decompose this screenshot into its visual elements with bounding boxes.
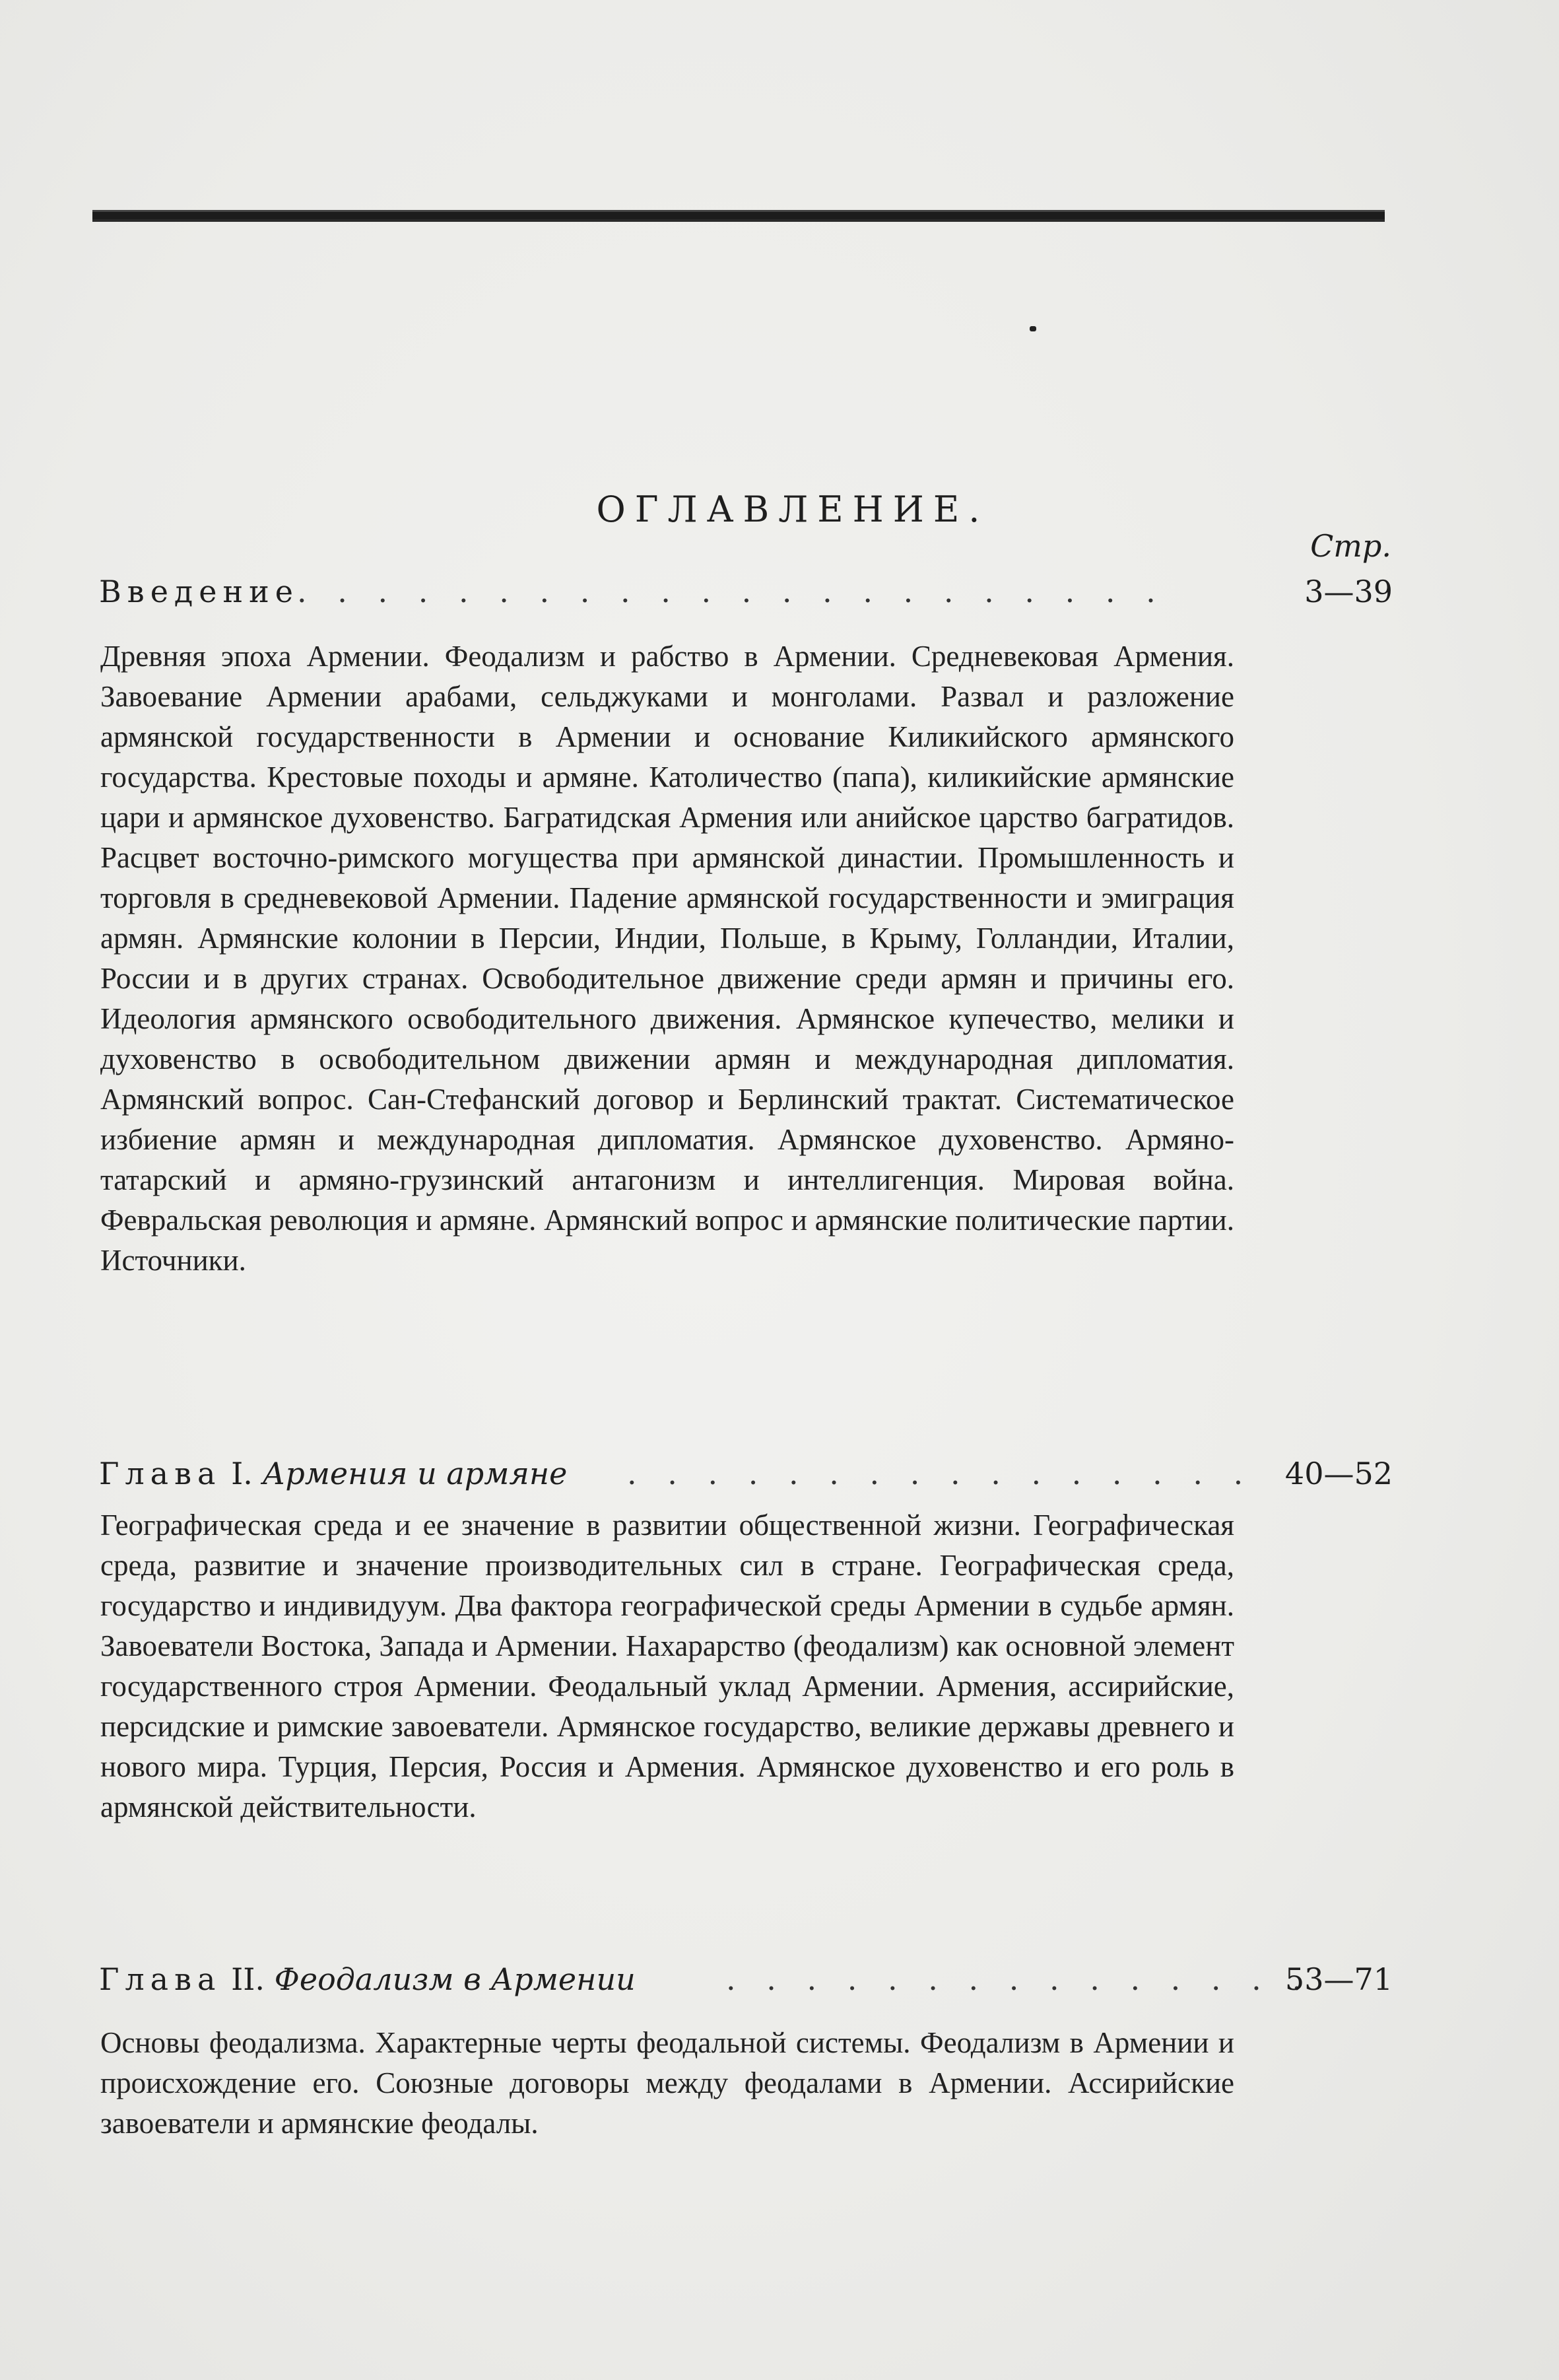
toc-entry-name: Армения и армяне bbox=[262, 1456, 568, 1491]
toc-entry-name: Феодализм в Армении bbox=[274, 1961, 636, 1997]
toc-leader-dots: . . . . . . . . . . . . . . . . . . . . . . bbox=[297, 574, 1166, 609]
toc-entry-introduction bbox=[99, 572, 1393, 611]
toc-entry-description: Древняя эпоха Армении. Феодализм и рабство в Армении. Средневековая Армения. Завоевание Армении арабами, сельджуками и монголами. Развал и разложение армянской государственности в Армении и основание Киликийского армянского государства. Крестовые походы и армяне. Католичество (папа), киликийские армянские цари и армянское духовенство. Багратидская Армения или анийское царство багратидов. Расцвет восточно-римского могущества при армянской династии. Промышленность и торговля в средневековой Армении. Падение армянской государственности и эмиграция армян. Армянские колонии в Персии, Индии, Польше, в Крыму, Голландии, Италии, России и в других странах. Освободительное движение среди армян и причины его. Идеология армянского освободительного движения. Армянское купечество, мелики и духовенство в освободительном движении армян и международная дипломатия. Армянский вопрос. Сан-Стефанский договор и Берлинский трактат. Систематическое избиение армян и международная дипломатия. Армянское духовенство. Армяно-татарский и армяно-грузинский антагонизм и интеллигенция. Мировая война. Февральская революция и армяне. Армянский вопрос и армянские политические партии. Источники. bbox=[100, 640, 1234, 1277]
toc-entry-chapter-number: II. bbox=[231, 1961, 265, 1997]
toc-leader-dots: . . . . . . . . . . . . . . . . bbox=[627, 1456, 1254, 1491]
toc-entry-head bbox=[99, 572, 299, 611]
toc-entry-description: Географическая среда и ее значение в развитии общественной жизни. Географическая среда, развитие и значение производительных сил в стране. Географическая среда, государство и индивидуум. Два фактора географической среды Армении в судьбе армян. Завоеватели Востока, Запада и Армении. Нахарарство (феодализм) как основной элемент государственного строя Армении. Феодальный уклад Армении. Армения, ассирийские, персидские и римские завоеватели. Армянское государство, великие державы древнего и нового мира. Турция, Персия, Россия и Армения. Армянское духовенство и его роль в армянской действительности. bbox=[100, 1509, 1234, 1823]
toc-entry-pages: 53—71 bbox=[1284, 1961, 1393, 1997]
page-title: ОГЛАВЛЕНИЕ. bbox=[596, 489, 989, 530]
top-rule bbox=[92, 210, 1385, 222]
toc-entry-head bbox=[99, 1959, 636, 1999]
toc-leader-dots: . . . . . . . . . . . . . . . bbox=[726, 1961, 1313, 1997]
toc-entry-chapter-number: I. bbox=[231, 1456, 253, 1491]
toc-entry-description: Основы феодализма. Характерные черты феодальной системы. Феодализм в Армении и происхождение его. Союзные договоры между феодалами в Армении. Ассирийские завоеватели и армянские феодалы. bbox=[100, 2026, 1234, 2140]
toc-entry-head bbox=[99, 1454, 567, 1493]
page-column-label: Стр. bbox=[1310, 528, 1391, 564]
toc-entry-label: Введение bbox=[99, 574, 300, 609]
toc-entry-label: Глава bbox=[99, 1961, 222, 1997]
toc-entry-label: Глава bbox=[99, 1456, 222, 1491]
toc-entry-pages: 40—52 bbox=[1284, 1456, 1393, 1491]
toc-entry-chapter-1 bbox=[99, 1454, 1393, 1493]
toc-entry-chapter-2 bbox=[99, 1959, 1393, 1999]
ink-speck bbox=[1030, 326, 1036, 331]
toc-entry-pages: 3—39 bbox=[1304, 574, 1393, 609]
